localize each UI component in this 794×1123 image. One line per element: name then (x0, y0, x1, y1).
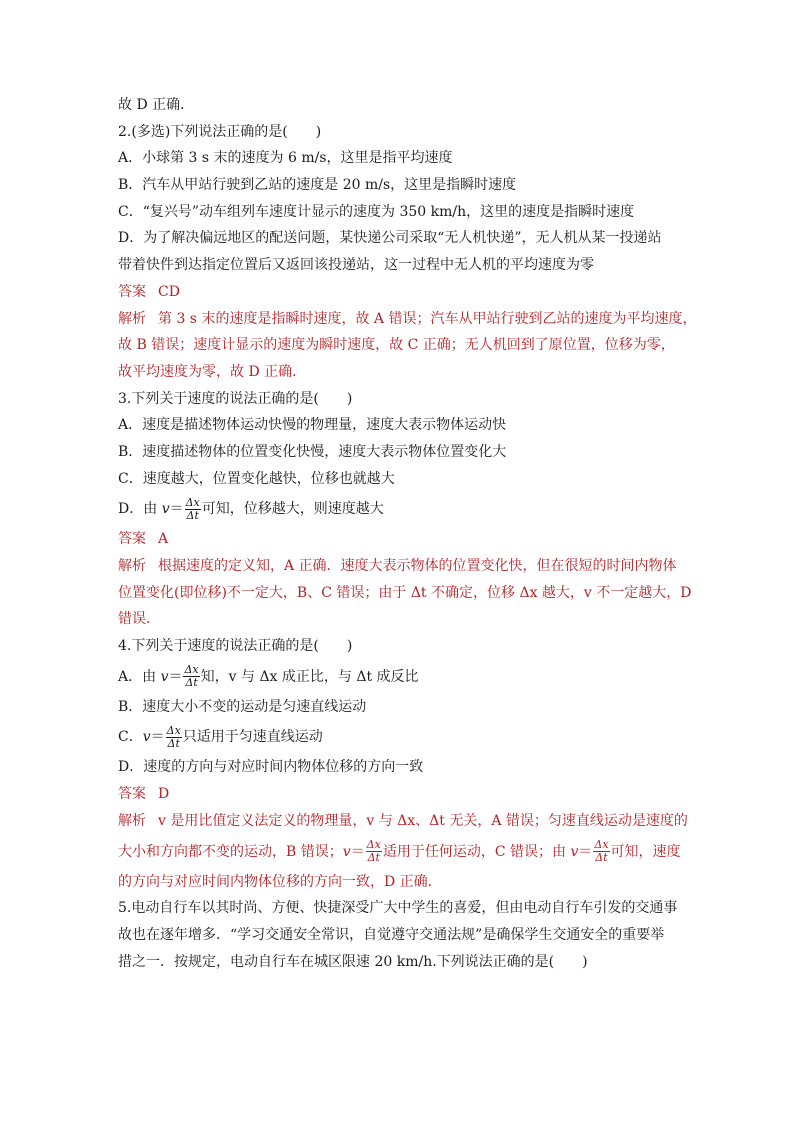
document-body (118, 92, 697, 975)
question-2-option-b: B．汽车从甲站行驶到乙站的速度是 20 m/s，这里是指瞬时速度 (118, 177, 517, 194)
question-5-stem-cont: 故也在逐年增多．“学习交通安全常识，自觉遵守交通法规”是确保学生交通安全的重要举 (118, 926, 665, 943)
question-3-explanation-cont: 错误． (118, 611, 160, 628)
question-3-stem: 3.下列关于速度的说法正确的是( ) (118, 390, 353, 407)
question-3-option-b: B．速度描述物体的位置变化快慢，速度大表示物体位置变化大 (118, 443, 507, 460)
explanation-label: 解析 (118, 558, 146, 574)
question-3-explanation-cont: 位置变化(即位移)不一定大，B、C 错误；由于 Δt 不确定，位移 Δx 越大，v 不一定越大，D (118, 584, 692, 601)
explanation-label: 解析 (118, 812, 146, 829)
question-2-option-d-cont: 带着快件到达指定位置后又返回该投递站，这一过程中无人机的平均速度为零 (118, 257, 594, 274)
explanation-text: 根据速度的定义知，A 正确．速度大表示物体的位置变化快，但在很短的时间内物体 (158, 558, 677, 574)
question-4-answer (118, 781, 678, 808)
velocity-fraction: $\frac{\Delta x}{\Delta t}$ (185, 495, 200, 522)
question-2-option-d: D．为了解决偏远地区的配送问题，某快递公司采取“无人机快递”，无人机从某一投递站 (118, 230, 662, 247)
answer-value: CD (158, 283, 180, 300)
question-2-explanation-cont: 故 B 错误；速度计显示的速度为瞬时速度，故 C 正确；无人机回到了原位置，位移为零， (118, 337, 675, 354)
velocity-fraction: $\frac{\Delta x}{\Delta t}$ (166, 723, 181, 750)
question-2-explanation-cont: 故平均速度为零，故 D 正确． (118, 363, 307, 380)
answer-value: D (158, 786, 170, 803)
answer-label: 答案 (118, 283, 146, 300)
explanation-label: 解析 (118, 310, 146, 327)
question-3-option-d: D．由 v＝ $\frac{\Delta x}{\Delta t}$ 可知，位移越大，则速度越大 (118, 495, 384, 522)
answer-label: 答案 (118, 786, 146, 803)
question-5-stem: 5.电动自行车以其时尚、方便、快捷深受广大中学生的喜爱，但由电动自行车引发的交通事 (118, 900, 678, 917)
question-2-stem: 2.(多选)下列说法正确的是( ) (118, 123, 322, 140)
question-3-explanation (118, 553, 678, 580)
answer-value: A (158, 531, 169, 548)
question-2-explanation (118, 306, 697, 333)
velocity-fraction: $\frac{\Delta x}{\Delta t}$ (366, 838, 381, 864)
question-4-explanation (118, 808, 688, 835)
question-4-explanation-cont: 的方向与对应时间内物体位移的方向一致，D 正确． (118, 873, 442, 890)
explanation-text: v 是用比值定义法定义的物理量，v 与 Δx、Δt 无关，A 错误；匀速直线运动是速度的 (158, 812, 688, 829)
question-2-option-a: A．小球第 3 s 末的速度为 6 m/s，这里是指平均速度 (118, 150, 453, 167)
question-3-answer (118, 526, 678, 553)
question-5-stem-cont: 措之一．按规定，电动自行车在城区限速 20 km/h.下列说法正确的是( ) (118, 953, 588, 970)
question-2-option-c: C．“复兴号”动车组列车速度计显示的速度为 350 km/h，这里的速度是指瞬时速度 (118, 203, 635, 220)
velocity-fraction: $\frac{\Delta x}{\Delta t}$ (184, 663, 199, 690)
question-3-option-c: C．速度越大，位置变化越快，位移也就越大 (118, 470, 395, 487)
question-2-answer (118, 279, 678, 306)
text-line: 故 D 正确． (118, 97, 195, 113)
question-4-option-c: C．v＝ $\frac{\Delta x}{\Delta t}$ 只适用于匀速直线运动 (118, 723, 323, 750)
velocity-fraction: $\frac{\Delta x}{\Delta t}$ (594, 838, 609, 864)
question-4-stem: 4.下列关于速度的说法正确的是( ) (118, 638, 353, 655)
question-3-option-a: A．速度是描述物体运动快慢的物理量，速度大表示物体运动快 (118, 417, 507, 434)
answer-label: 答案 (118, 531, 146, 548)
explanation-text: 第 3 s 末的速度是指瞬时速度，故 A 错误；汽车从甲站行驶到乙站的速度为平均速度， (158, 310, 697, 327)
question-4-option-b: B．速度大小不变的运动是匀速直线运动 (118, 698, 367, 715)
question-4-explanation-cont: 大小和方向都不变的运动，B 错误；v＝ $\frac{\Delta x}{\Delta t}$ 适用于任何运动，C 错误；由 v＝ $\frac{\Delta x}{\Delta t}$ 可知，速度 (118, 838, 681, 864)
question-4-option-a: A．由 v＝ $\frac{\Delta x}{\Delta t}$ 知，v 与 Δx 成正比，与 Δt 成反比 (118, 663, 419, 690)
question-4-option-d: D．速度的方向与对应时间内物体位移的方向一致 (118, 759, 424, 776)
